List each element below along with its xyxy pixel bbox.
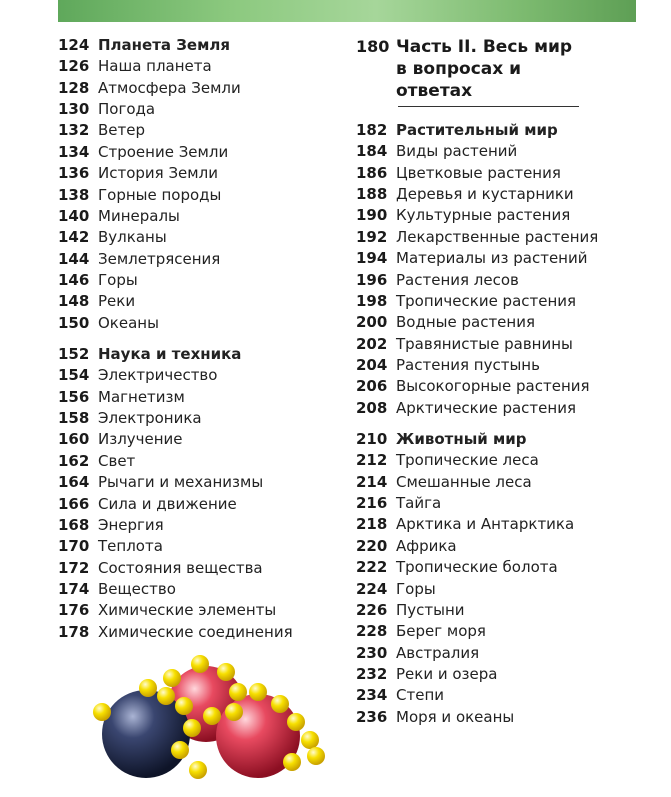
toc-page-number: 178	[58, 622, 90, 641]
toc-entry[interactable]	[356, 376, 598, 397]
toc-entry[interactable]	[58, 56, 293, 77]
toc-page-number: 186	[356, 163, 388, 182]
toc-title: История Земли	[98, 164, 218, 183]
toc-page-number: 142	[58, 228, 90, 247]
toc-title: Свет	[98, 451, 136, 470]
toc-page-number: 148	[58, 292, 90, 311]
toc-entry[interactable]	[356, 450, 598, 471]
toc-title: Культурные растения	[396, 206, 571, 225]
toc-entry[interactable]	[356, 270, 598, 291]
toc-title: Растения лесов	[396, 270, 519, 289]
toc-entry[interactable]	[356, 600, 598, 621]
toc-title: Наука и техника	[98, 345, 242, 364]
toc-title: Тропические растения	[396, 291, 577, 310]
toc-page-number: 162	[58, 451, 90, 470]
toc-page-number: 198	[356, 291, 388, 310]
toc-page-number: 200	[356, 313, 388, 332]
toc-title: Химические соединения	[98, 622, 293, 641]
toc-page-number: 188	[356, 185, 388, 204]
toc-entry[interactable]	[356, 184, 598, 205]
toc-entry[interactable]	[356, 707, 598, 728]
toc-section-heading[interactable]	[356, 120, 598, 141]
toc-title: Пустыни	[396, 600, 465, 619]
toc-entry[interactable]	[356, 514, 598, 535]
toc-right-column	[356, 120, 598, 728]
toc-page-number: 202	[356, 334, 388, 353]
toc-section-heading[interactable]	[58, 344, 293, 365]
toc-entry[interactable]	[356, 163, 598, 184]
toc-page-number: 232	[356, 664, 388, 683]
toc-title: Горы	[98, 270, 138, 289]
toc-entry[interactable]	[356, 227, 598, 248]
toc-page-number: 176	[58, 601, 90, 620]
toc-title: Смешанные леса	[396, 472, 532, 491]
toc-title: Электроника	[98, 409, 202, 428]
toc-title: Землетрясения	[98, 249, 221, 268]
toc-page-number: 226	[356, 600, 388, 619]
toc-page-number: 222	[356, 558, 388, 577]
toc-title: Электричество	[98, 366, 218, 385]
toc-title: Планета Земля	[98, 36, 230, 54]
toc-entry[interactable]	[356, 205, 598, 226]
toc-title: Вулканы	[98, 228, 167, 247]
toc-page-number: 158	[58, 409, 90, 428]
toc-page-number: 190	[356, 206, 388, 225]
toc-entry[interactable]	[58, 163, 293, 184]
toc-entry[interactable]	[58, 472, 293, 493]
toc-page-number: 146	[58, 270, 90, 289]
toc-title: Австралия	[396, 643, 480, 662]
toc-title: Энергия	[98, 515, 164, 534]
toc-page-number: 208	[356, 398, 388, 417]
toc-page-number: 160	[58, 430, 90, 449]
toc-title: Растения пустынь	[396, 355, 540, 374]
toc-title: Минералы	[98, 206, 180, 225]
toc-section-heading[interactable]	[58, 35, 293, 56]
toc-entry[interactable]	[356, 355, 598, 376]
toc-title: Сила и движение	[98, 494, 237, 513]
toc-page-number: 170	[58, 537, 90, 556]
toc-page-number: 220	[356, 536, 388, 555]
toc-page-number: 212	[356, 451, 388, 470]
toc-page-number: 216	[356, 494, 388, 513]
toc-entry[interactable]	[58, 99, 293, 120]
toc-page-number: 224	[356, 579, 388, 598]
toc-entry[interactable]	[58, 408, 293, 429]
toc-title: Реки	[98, 292, 136, 311]
toc-entry[interactable]	[58, 120, 293, 141]
toc-page-number: 234	[356, 686, 388, 705]
toc-title: Наша планета	[98, 57, 212, 76]
toc-title: Моря и океаны	[396, 707, 515, 726]
toc-title: Излучение	[98, 430, 183, 449]
toc-page-number: 236	[356, 707, 388, 726]
toc-title: Магнетизм	[98, 387, 185, 406]
toc-entry[interactable]	[356, 536, 598, 557]
toc-page-number: 228	[356, 622, 388, 641]
toc-title: Тайга	[396, 494, 442, 513]
toc-entry[interactable]	[58, 185, 293, 206]
toc-page-number: 204	[356, 355, 388, 374]
toc-title: Рычаги и механизмы	[98, 473, 264, 492]
toc-title: Реки и озера	[396, 664, 498, 683]
toc-entry[interactable]	[356, 472, 598, 493]
toc-entry[interactable]	[356, 557, 598, 578]
toc-entry[interactable]	[356, 248, 598, 269]
toc-page-number: 150	[58, 313, 90, 332]
toc-title: Деревья и кустарники	[396, 185, 574, 204]
toc-title: Ветер	[98, 121, 146, 140]
toc-title: Вещество	[98, 579, 176, 598]
toc-entry[interactable]	[58, 206, 293, 227]
toc-page-number: 152	[58, 345, 90, 364]
toc-page-number: 154	[58, 366, 90, 385]
toc-entry[interactable]	[58, 78, 293, 99]
toc-title: Виды растений	[396, 142, 518, 161]
toc-title: Цветковые растения	[396, 163, 561, 182]
toc-entry[interactable]	[58, 142, 293, 163]
toc-page-number: 174	[58, 579, 90, 598]
toc-page-number: 130	[58, 100, 90, 119]
toc-entry[interactable]	[356, 493, 598, 514]
toc-page-number: 136	[58, 164, 90, 183]
toc-page-number: 194	[356, 249, 388, 268]
toc-entry[interactable]	[356, 621, 598, 642]
toc-entry[interactable]	[58, 387, 293, 408]
toc-title: Материалы из растений	[396, 249, 588, 268]
toc-page-number: 132	[58, 121, 90, 140]
part-divider	[398, 106, 579, 107]
toc-title: Теплота	[98, 537, 163, 556]
toc-entry[interactable]	[356, 579, 598, 600]
toc-page-number: 140	[58, 206, 90, 225]
molecule-balls-icon	[88, 652, 328, 792]
toc-entry[interactable]	[58, 515, 293, 536]
toc-left-column	[58, 35, 293, 643]
toc-title: Животный мир	[396, 430, 527, 449]
toc-title: Строение Земли	[98, 142, 229, 161]
toc-title: Тропические болота	[396, 558, 558, 577]
toc-page-number: 144	[58, 249, 90, 268]
toc-page-number: 214	[356, 472, 388, 491]
toc-title: Арктические растения	[396, 398, 576, 417]
top-green-banner	[58, 0, 636, 22]
toc-entry[interactable]	[58, 451, 293, 472]
toc-page-number: 164	[58, 473, 90, 492]
toc-entry[interactable]	[58, 313, 293, 334]
toc-title: Растительный мир	[396, 121, 558, 139]
toc-entry[interactable]	[356, 685, 598, 706]
toc-title: Травянистые равнины	[396, 334, 573, 353]
toc-page-number: 128	[58, 78, 90, 97]
toc-entry[interactable]	[356, 664, 598, 685]
toc-title: Берег моря	[396, 622, 486, 641]
toc-entry[interactable]	[58, 227, 293, 248]
toc-entry[interactable]	[58, 365, 293, 386]
toc-title: Океаны	[98, 313, 159, 332]
toc-entry[interactable]	[356, 643, 598, 664]
toc-entry[interactable]	[58, 622, 293, 643]
toc-entry[interactable]	[58, 536, 293, 557]
toc-page-number: 196	[356, 270, 388, 289]
part-title: Часть II. Весь мир в вопросах и ответах	[396, 37, 573, 101]
toc-entry[interactable]	[356, 141, 598, 162]
toc-page-number: 182	[356, 121, 388, 139]
toc-title: Водные растения	[396, 313, 535, 332]
toc-page-number: 210	[356, 430, 388, 449]
toc-page-number: 138	[58, 185, 90, 204]
toc-title: Горы	[396, 579, 436, 598]
toc-title: Арктика и Антарктика	[396, 515, 575, 534]
toc-page-number: 124	[58, 36, 90, 54]
toc-page-number: 184	[356, 142, 388, 161]
toc-page-number: 168	[58, 515, 90, 534]
toc-entry[interactable]	[356, 291, 598, 312]
toc-page-number: 192	[356, 227, 388, 246]
toc-title: Погода	[98, 100, 156, 119]
toc-title: Лекарственные растения	[396, 227, 599, 246]
toc-title: Высокогорные растения	[396, 377, 590, 396]
toc-title: Горные породы	[98, 185, 222, 204]
toc-entry[interactable]	[356, 398, 598, 419]
toc-page-number: 126	[58, 57, 90, 76]
toc-page-number: 230	[356, 643, 388, 662]
toc-title: Тропические леса	[396, 451, 539, 470]
part-two-heading	[356, 36, 579, 102]
toc-entry[interactable]	[356, 312, 598, 333]
toc-entry[interactable]	[58, 558, 293, 579]
part-page-number: 180	[356, 37, 390, 56]
toc-entry[interactable]	[58, 291, 293, 312]
toc-entry[interactable]	[58, 600, 293, 621]
toc-entry[interactable]	[356, 334, 598, 355]
toc-page-number: 172	[58, 558, 90, 577]
toc-page-number: 206	[356, 377, 388, 396]
toc-entry[interactable]	[58, 429, 293, 450]
toc-title: Химические элементы	[98, 601, 277, 620]
toc-title: Африка	[396, 536, 457, 555]
toc-title: Атмосфера Земли	[98, 78, 241, 97]
toc-page-number: 166	[58, 494, 90, 513]
toc-entry[interactable]	[58, 270, 293, 291]
toc-entry[interactable]	[58, 579, 293, 600]
toc-page-number: 134	[58, 142, 90, 161]
toc-page-number: 218	[356, 515, 388, 534]
toc-entry[interactable]	[58, 249, 293, 270]
toc-entry[interactable]	[58, 494, 293, 515]
toc-section-heading[interactable]	[356, 429, 598, 450]
toc-page-number: 156	[58, 387, 90, 406]
toc-title: Степи	[396, 686, 444, 705]
toc-title: Состояния вещества	[98, 558, 263, 577]
